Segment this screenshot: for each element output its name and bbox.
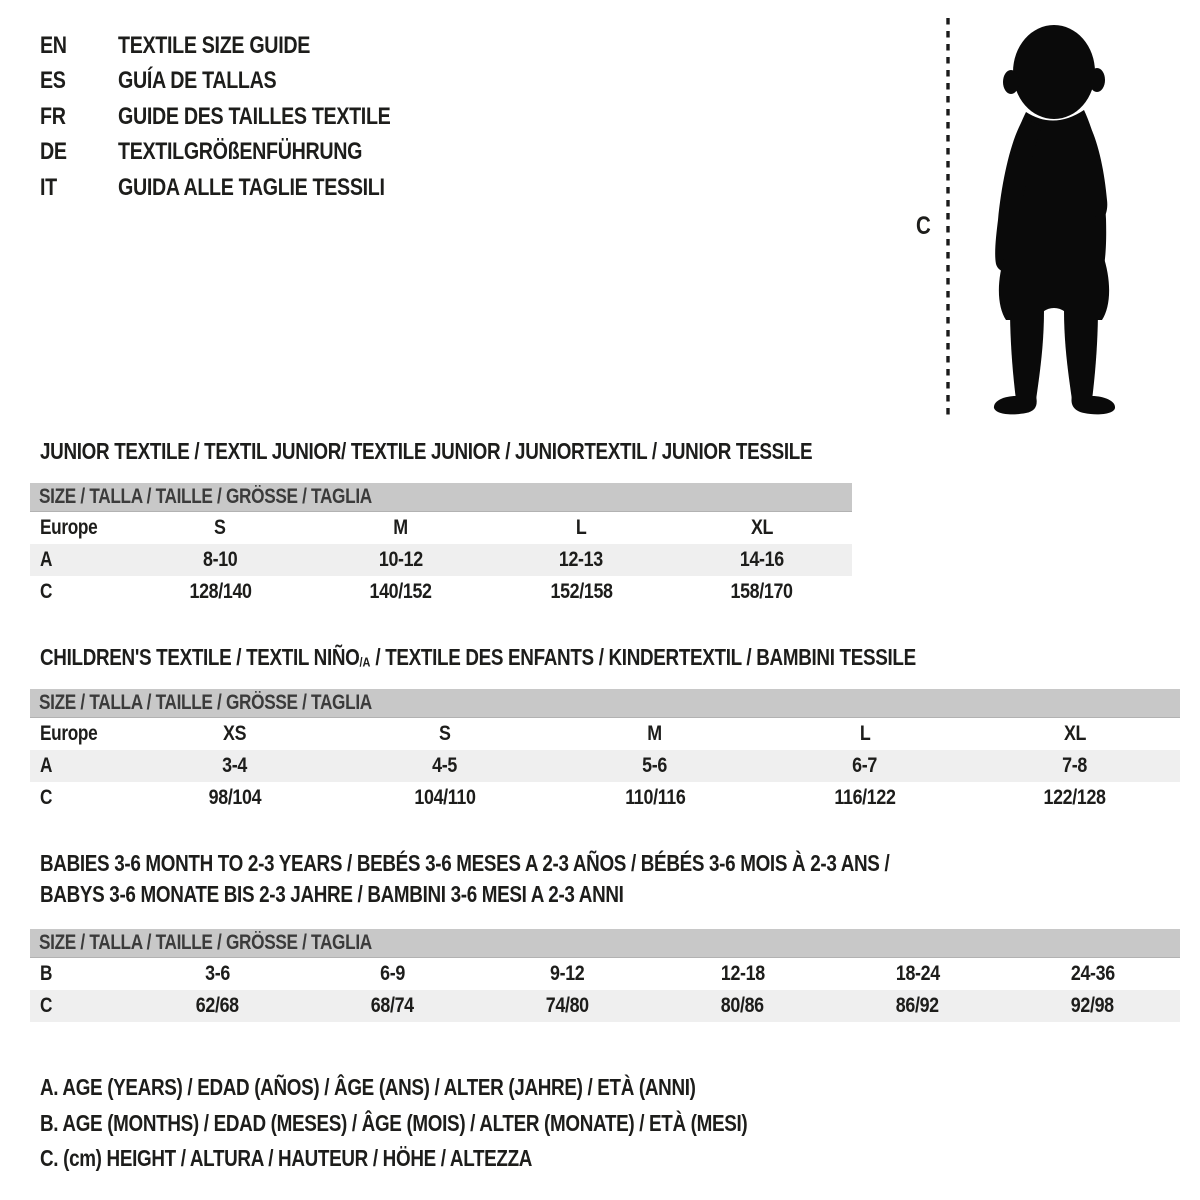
junior-header-row bbox=[30, 512, 852, 544]
language-row-it bbox=[40, 170, 450, 206]
language-title: GUIDA ALLE TAGLIE TESSILI bbox=[118, 173, 385, 201]
language-code: IT bbox=[40, 173, 57, 201]
size-col-s: S bbox=[439, 722, 451, 745]
language-row-fr bbox=[40, 99, 450, 135]
children-heading-text: CHILDREN'S TEXTILE / TEXTIL NIÑO/A / TEXTILE DES ENFANTS / KINDERTEXTIL / BAMBINI TESSILE bbox=[40, 644, 916, 670]
region-label: Europe bbox=[40, 722, 98, 745]
nino-a-subscript: /A bbox=[359, 654, 371, 670]
table-cell: 3-4 bbox=[222, 754, 248, 777]
table-cell: 9-12 bbox=[550, 962, 585, 985]
size-header-bar bbox=[30, 483, 852, 512]
height-measure-label: C bbox=[916, 212, 931, 240]
language-title: GUÍA DE TALLAS bbox=[118, 67, 277, 95]
toddler-silhouette-icon bbox=[966, 14, 1142, 418]
language-row-de bbox=[40, 135, 450, 171]
table-cell: 158/170 bbox=[730, 580, 793, 603]
legend-line-b: B. AGE (MONTHS) / EDAD (MESES) / ÂGE (MOIS) / ALTER (MONATE) / ETÀ (MESI) bbox=[40, 1109, 748, 1136]
size-col-l: L bbox=[575, 516, 587, 539]
table-cell: 92/98 bbox=[1071, 994, 1114, 1017]
region-label: Europe bbox=[40, 516, 98, 539]
size-header-text: SIZE / TALLA / TAILLE / GRÖSSE / TAGLIA bbox=[39, 691, 372, 714]
children-header-row bbox=[30, 718, 1180, 750]
table-cell: 140/152 bbox=[369, 580, 432, 603]
table-cell: 7-8 bbox=[1062, 754, 1088, 777]
table-cell: 6-7 bbox=[852, 754, 878, 777]
table-cell: 74/80 bbox=[546, 994, 589, 1017]
table-cell: 8-10 bbox=[203, 548, 238, 571]
language-code: ES bbox=[40, 67, 66, 95]
size-col-m: M bbox=[393, 516, 409, 539]
table-cell: 18-24 bbox=[895, 962, 940, 985]
junior-age-row bbox=[30, 544, 852, 576]
babies-months-row bbox=[30, 958, 1180, 990]
row-label-c: C bbox=[40, 580, 53, 603]
table-cell: 122/128 bbox=[1043, 786, 1107, 809]
measurement-legend bbox=[40, 1070, 903, 1177]
size-col-s: S bbox=[214, 516, 227, 539]
children-age-row bbox=[30, 750, 1180, 782]
table-cell: 10-12 bbox=[378, 548, 423, 571]
size-header-bar bbox=[30, 689, 1180, 718]
table-cell: 98/104 bbox=[208, 786, 262, 809]
language-title-list bbox=[40, 28, 450, 206]
junior-size-table bbox=[30, 483, 852, 608]
table-cell: 86/92 bbox=[896, 994, 939, 1017]
junior-heading-text: JUNIOR TEXTILE / TEXTIL JUNIOR/ TEXTILE JUNIOR / JUNIORTEXTIL / JUNIOR TESSILE bbox=[40, 438, 813, 464]
table-cell: 12-13 bbox=[559, 548, 604, 571]
table-cell: 62/68 bbox=[196, 994, 239, 1017]
row-label-a: A bbox=[40, 548, 53, 571]
size-col-xs: XS bbox=[223, 722, 247, 745]
junior-height-row bbox=[30, 576, 852, 608]
legend-line-a: A. AGE (YEARS) / EDAD (AÑOS) / ÂGE (ANS) / ALTER (JAHRE) / ETÀ (ANNI) bbox=[40, 1074, 696, 1101]
babies-section-heading bbox=[40, 848, 1076, 910]
junior-section-heading bbox=[40, 436, 982, 466]
table-cell: 80/86 bbox=[721, 994, 764, 1017]
language-code: DE bbox=[40, 138, 67, 166]
height-dashed-line bbox=[944, 18, 952, 418]
size-col-l: L bbox=[859, 722, 871, 745]
babies-size-table bbox=[30, 929, 1180, 1022]
table-cell: 116/122 bbox=[834, 786, 896, 809]
babies-height-row bbox=[30, 990, 1180, 1022]
table-cell: 152/158 bbox=[550, 580, 613, 603]
row-label-c: C bbox=[40, 786, 53, 809]
language-title: TEXTILE SIZE GUIDE bbox=[118, 31, 311, 59]
size-header-text: SIZE / TALLA / TAILLE / GRÖSSE / TAGLIA bbox=[39, 931, 372, 954]
size-header-bar bbox=[30, 929, 1180, 958]
language-row-en bbox=[40, 28, 450, 64]
children-section-heading bbox=[40, 642, 1108, 678]
language-title: GUIDE DES TAILLES TEXTILE bbox=[118, 102, 391, 130]
table-cell: 104/110 bbox=[414, 786, 476, 809]
row-label-a: A bbox=[40, 754, 53, 777]
language-code: EN bbox=[40, 31, 67, 59]
size-col-xl: XL bbox=[750, 516, 773, 539]
size-header-text: SIZE / TALLA / TAILLE / GRÖSSE / TAGLIA bbox=[39, 485, 372, 508]
language-title: TEXTILGRÖßENFÜHRUNG bbox=[118, 138, 363, 166]
table-cell: 3-6 bbox=[205, 962, 230, 985]
table-cell: 12-18 bbox=[720, 962, 765, 985]
row-label-b: B bbox=[40, 962, 53, 985]
legend-line-c: C. (cm) HEIGHT / ALTURA / HAUTEUR / HÖHE / ALTEZZA bbox=[40, 1145, 533, 1172]
table-cell: 4-5 bbox=[432, 754, 458, 777]
table-cell: 110/116 bbox=[624, 786, 686, 809]
row-label-c: C bbox=[40, 994, 53, 1017]
children-size-table bbox=[30, 689, 1180, 814]
size-col-m: M bbox=[647, 722, 663, 745]
size-col-xl: XL bbox=[1063, 722, 1087, 745]
table-cell: 24-36 bbox=[1070, 962, 1115, 985]
table-cell: 6-9 bbox=[380, 962, 405, 985]
language-row-es bbox=[40, 64, 450, 100]
table-cell: 68/74 bbox=[371, 994, 414, 1017]
children-height-row bbox=[30, 782, 1180, 814]
table-cell: 5-6 bbox=[642, 754, 668, 777]
babies-heading-line2: BABYS 3-6 MONATE BIS 2-3 JAHRE / BAMBINI 3-6 MESI A 2-3 ANNI bbox=[40, 881, 624, 907]
babies-heading-line1: BABIES 3-6 MONTH TO 2-3 YEARS / BEBÉS 3-6 MESES A 2-3 AÑOS / BÉBÉS 3-6 MOIS À 2-3 ANS / bbox=[40, 850, 890, 876]
language-code: FR bbox=[40, 102, 66, 130]
table-cell: 14-16 bbox=[739, 548, 784, 571]
table-cell: 128/140 bbox=[189, 580, 252, 603]
